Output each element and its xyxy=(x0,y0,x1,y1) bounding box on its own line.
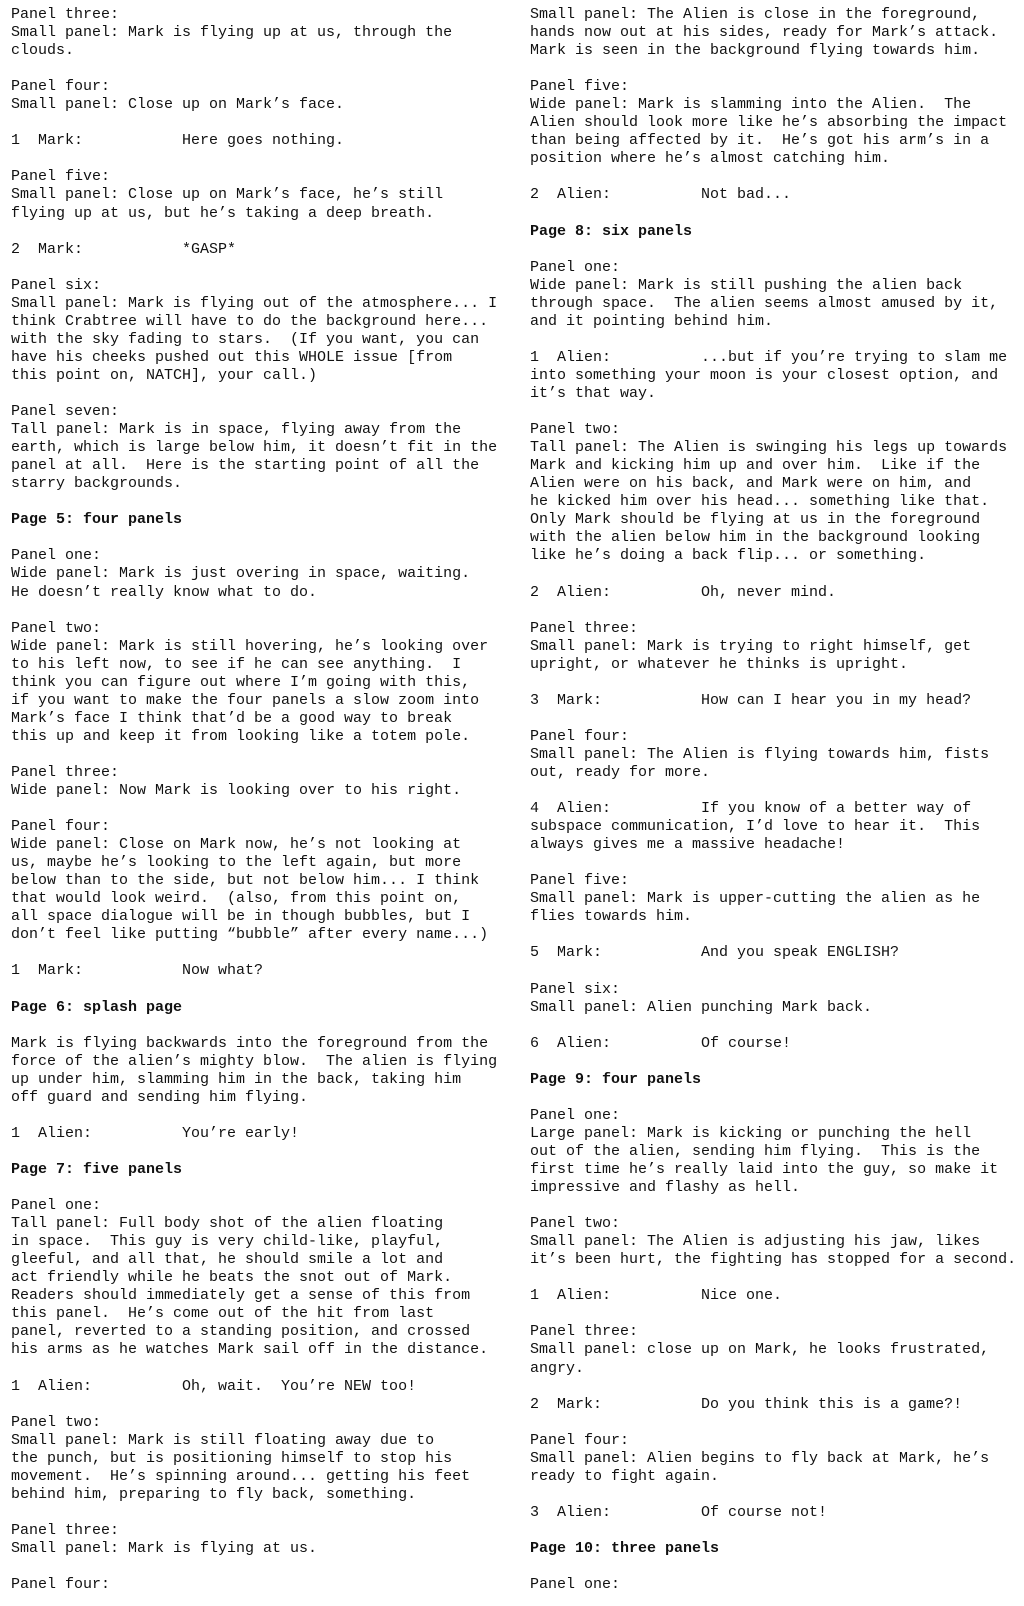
script-line: with the sky fading to stars. (If you want, you can xyxy=(11,330,480,348)
script-line: with the alien below him in the background looking xyxy=(530,529,981,547)
panel-description xyxy=(11,168,511,222)
script-line: Panel one: xyxy=(530,1106,621,1124)
dialogue-block xyxy=(530,584,1022,602)
panel-description xyxy=(530,1576,1022,1594)
dialogue-block xyxy=(530,944,1022,962)
script-line: Panel two: xyxy=(11,619,102,637)
script-line: Panel four: xyxy=(11,818,111,836)
script-line: Panel four: xyxy=(11,1576,111,1594)
script-line: panel at all. Here is the starting point of all the xyxy=(11,457,480,475)
dialogue-block xyxy=(530,1035,1022,1053)
page-heading xyxy=(530,223,1022,241)
dialogue-block xyxy=(11,1378,511,1396)
panel-description xyxy=(11,6,511,60)
panel-description xyxy=(11,277,511,385)
script-line: Page 8: six panels xyxy=(530,222,693,240)
dialogue-block xyxy=(11,1125,511,1143)
script-line: 3 Alien: Of course not! xyxy=(530,1503,828,1521)
script-line: the punch, but is positioning himself to stop his xyxy=(11,1449,453,1467)
script-line: Mark and kicking him up and over him. Like if the xyxy=(530,457,981,475)
script-line: think you can figure out where I’m going with this, xyxy=(11,673,471,691)
script-line: Panel seven: xyxy=(11,403,120,421)
script-line: Small panel: Close up on Mark’s face, he’s still xyxy=(11,186,444,204)
panel-description xyxy=(530,421,1022,565)
script-line: Page 6: splash page xyxy=(11,998,183,1016)
script-line: below than to the side, but not below him... I think xyxy=(11,872,480,890)
script-line: behind him, preparing to fly back, something. xyxy=(11,1485,417,1503)
script-line: Panel one: xyxy=(11,547,102,565)
script-line: Panel four: xyxy=(530,1431,630,1449)
script-line: Panel four: xyxy=(530,727,630,745)
script-line: all space dialogue will be in though bubbles, but I xyxy=(11,908,471,926)
script-line: Mark is flying backwards into the foreground from the xyxy=(11,1034,489,1052)
script-line: Page 9: four panels xyxy=(530,1070,702,1088)
script-line: movement. He’s spinning around... getting his feet xyxy=(11,1467,471,1485)
panel-description xyxy=(530,78,1022,168)
script-line: Small panel: close up on Mark, he looks frustrated, xyxy=(530,1341,990,1359)
script-line: Small panel: Close up on Mark’s face. xyxy=(11,96,345,114)
script-line: He doesn’t really know what to do. xyxy=(11,583,318,601)
dialogue-block xyxy=(11,132,511,150)
panel-description xyxy=(530,1432,1022,1486)
script-line: Panel two: xyxy=(530,1215,621,1233)
script-line: Panel three: xyxy=(11,1521,120,1539)
script-line: starry backgrounds. xyxy=(11,475,183,493)
script-line: through space. The alien seems almost amused by it, xyxy=(530,294,999,312)
script-line: Panel three: xyxy=(530,619,639,637)
script-line: this panel. He’s come out of the hit from last xyxy=(11,1305,435,1323)
dialogue-block xyxy=(530,349,1022,403)
script-line: 5 Mark: And you speak ENGLISH? xyxy=(530,944,900,962)
script-line: Wide panel: Mark is slamming into the Alien. The xyxy=(530,96,972,114)
panel-description xyxy=(11,1197,511,1359)
script-line: 3 Mark: How can I hear you in my head? xyxy=(530,691,972,709)
page-heading xyxy=(530,1071,1022,1089)
script-line: always gives me a massive headache! xyxy=(530,836,846,854)
script-line: 2 Alien: Not bad... xyxy=(530,186,792,204)
script-line: hands now out at his sides, ready for Mark’s attack. xyxy=(530,24,999,42)
script-line: he kicked him over his head... something like that. xyxy=(530,493,990,511)
script-line: Panel one: xyxy=(530,1576,621,1594)
panel-description xyxy=(11,403,511,493)
script-line: angry. xyxy=(530,1359,585,1377)
panel-description xyxy=(530,872,1022,926)
script-line: subspace communication, I’d love to hear it. This xyxy=(530,818,981,836)
script-line: than being affected by it. He’s got his arm’s in a xyxy=(530,132,990,150)
script-line: Wide panel: Mark is just overing in space, waiting. xyxy=(11,565,471,583)
script-line: Small panel: The Alien is adjusting his jaw, likes xyxy=(530,1233,981,1251)
panel-description xyxy=(11,1576,511,1594)
panel-description xyxy=(530,981,1022,1017)
script-line: Small panel: Mark is trying to right himself, get xyxy=(530,637,972,655)
script-line: act friendly while he beats the snot out of Mark. xyxy=(11,1269,453,1287)
script-line: Alien should look more like he’s absorbing the impact xyxy=(530,114,1008,132)
script-line: Wide panel: Now Mark is looking over to his right. xyxy=(11,782,462,800)
script-line: Small panel: Mark is flying out of the atmosphere... I xyxy=(11,294,498,312)
script-line: Tall panel: The Alien is swinging his legs up towards xyxy=(530,439,1008,457)
script-line: position where he’s almost catching him. xyxy=(530,150,891,168)
script-line: Small panel: Mark is upper-cutting the alien as he xyxy=(530,890,981,908)
script-line: 2 Alien: Oh, never mind. xyxy=(530,583,837,601)
panel-description xyxy=(11,620,511,746)
script-line: Panel six: xyxy=(530,980,621,998)
script-line: out, ready for more. xyxy=(530,763,711,781)
script-line: Panel one: xyxy=(530,258,621,276)
script-line: if you want to make the four panels a slow zoom into xyxy=(11,691,480,709)
script-line: Panel three: xyxy=(11,763,120,781)
script-line: and it pointing behind him. xyxy=(530,312,774,330)
script-line: 1 Alien: Nice one. xyxy=(530,1287,783,1305)
script-line: panel, reverted to a standing position, and crossed xyxy=(11,1323,471,1341)
script-line: it’s that way. xyxy=(530,384,657,402)
script-line: impressive and flashy as hell. xyxy=(530,1179,801,1197)
script-line: out of the alien, sending him flying. This is the xyxy=(530,1142,981,1160)
script-line: 1 Alien: You’re early! xyxy=(11,1124,300,1142)
script-line: into something your moon is your closest option, and xyxy=(530,366,999,384)
script-line: force of the alien’s mighty blow. The alien is flying xyxy=(11,1052,498,1070)
script-line: his arms as he watches Mark sail off in the distance. xyxy=(11,1341,489,1359)
script-column-right xyxy=(530,6,1022,1594)
dialogue-block xyxy=(530,186,1022,204)
script-line: Panel two: xyxy=(530,421,621,439)
script-line: upright, or whatever he thinks is upright. xyxy=(530,655,909,673)
script-line: 1 Mark: Now what? xyxy=(11,962,264,980)
script-line: Panel five: xyxy=(530,78,630,96)
panel-description xyxy=(11,1035,511,1107)
script-line: 1 Mark: Here goes nothing. xyxy=(11,132,345,150)
panel-description xyxy=(11,547,511,601)
panel-description xyxy=(530,259,1022,331)
dialogue-block xyxy=(530,692,1022,710)
script-line: Small panel: Alien punching Mark back. xyxy=(530,998,873,1016)
script-line: Panel six: xyxy=(11,276,102,294)
script-line: Wide panel: Mark is still pushing the alien back xyxy=(530,276,963,294)
script-line: this up and keep it from looking like a totem pole. xyxy=(11,727,471,745)
page-heading xyxy=(11,1161,511,1179)
script-line: Tall panel: Full body shot of the alien floating xyxy=(11,1215,444,1233)
panel-description xyxy=(530,1323,1022,1377)
script-line: Mark’s face I think that’d be a good way to break xyxy=(11,709,453,727)
panel-description xyxy=(11,818,511,944)
script-line: this point on, NATCH], your call.) xyxy=(11,366,318,384)
script-line: Wide panel: Close on Mark now, he’s not looking at xyxy=(11,836,462,854)
script-line: that would look weird. (also, from this point on, xyxy=(11,890,462,908)
script-line: like he’s doing a back flip... or something. xyxy=(530,547,927,565)
dialogue-block xyxy=(530,800,1022,854)
script-line: off guard and sending him flying. xyxy=(11,1088,309,1106)
panel-description xyxy=(11,764,511,800)
script-line: 6 Alien: Of course! xyxy=(530,1034,792,1052)
dialogue-block xyxy=(11,241,511,259)
panel-description xyxy=(11,1414,511,1504)
script-line: earth, which is large below him, it doesn’t fit in the xyxy=(11,439,498,457)
script-line: Page 5: four panels xyxy=(11,511,183,529)
dialogue-block xyxy=(11,962,511,980)
panel-description xyxy=(11,1522,511,1558)
script-line: to his left now, to see if he can see anything. I xyxy=(11,655,462,673)
script-line: Mark is seen in the background flying towards him. xyxy=(530,42,981,60)
script-line: Small panel: Mark is flying up at us, through the xyxy=(11,24,453,42)
script-line: it’s been hurt, the fighting has stopped for a second. xyxy=(530,1251,1017,1269)
panel-description xyxy=(530,1107,1022,1197)
script-line: Small panel: Mark is still floating away due to xyxy=(11,1431,435,1449)
script-line: in space. This guy is very child-like, playful, xyxy=(11,1233,444,1251)
script-line: 1 Alien: Oh, wait. You’re NEW too! xyxy=(11,1377,417,1395)
dialogue-block xyxy=(530,1287,1022,1305)
script-line: ready to fight again. xyxy=(530,1467,720,1485)
panel-description xyxy=(530,620,1022,674)
script-line: flies towards him. xyxy=(530,908,693,926)
script-line: Page 7: five panels xyxy=(11,1161,183,1178)
script-line: 1 Alien: ...but if you’re trying to slam me xyxy=(530,348,1008,366)
script-line: gleeful, and all that, he should smile a lot and xyxy=(11,1251,444,1269)
dialogue-block xyxy=(530,1396,1022,1414)
script-line: first time he’s really laid into the guy, so make it xyxy=(530,1161,999,1178)
script-line: Small panel: The Alien is flying towards him, fists xyxy=(530,745,990,763)
script-line: Panel five: xyxy=(11,168,111,186)
script-line: 2 Mark: Do you think this is a game?! xyxy=(530,1395,963,1413)
script-line: don’t feel like putting “bubble” after every name...) xyxy=(11,926,489,944)
script-line: up under him, slamming him in the back, taking him xyxy=(11,1070,462,1088)
page-heading xyxy=(11,511,511,529)
script-line: flying up at us, but he’s taking a deep breath. xyxy=(11,204,435,222)
dialogue-block xyxy=(530,1504,1022,1522)
panel-description xyxy=(11,78,511,114)
script-line: Only Mark should be flying at us in the foreground xyxy=(530,511,981,529)
script-line: Panel five: xyxy=(530,872,630,890)
panel-description xyxy=(530,1215,1022,1269)
script-line: Tall panel: Mark is in space, flying away from the xyxy=(11,421,462,439)
script-column-left xyxy=(11,6,511,1594)
script-line: Panel one: xyxy=(11,1197,102,1215)
script-line: Small panel: The Alien is close in the foreground, xyxy=(530,6,981,23)
panel-description xyxy=(530,6,1022,60)
script-line: us, maybe he’s looking to the left again, but more xyxy=(11,854,462,872)
script-line: Large panel: Mark is kicking or punching the hell xyxy=(530,1124,972,1142)
script-line: 4 Alien: If you know of a better way of xyxy=(530,800,972,818)
script-line: have his cheeks pushed out this WHOLE issue [from xyxy=(11,348,453,366)
script-line: Page 10: three panels xyxy=(530,1539,720,1557)
script-line: Wide panel: Mark is still hovering, he’s looking over xyxy=(11,637,489,655)
page-heading xyxy=(11,999,511,1017)
script-line: Small panel: Alien begins to fly back at Mark, he’s xyxy=(530,1449,990,1467)
panel-description xyxy=(530,728,1022,782)
script-line: Readers should immediately get a sense of this from xyxy=(11,1287,471,1305)
script-line: Panel two: xyxy=(11,1413,102,1431)
script-line: Panel four: xyxy=(11,78,111,96)
script-line: Panel three: xyxy=(11,6,120,23)
script-line: clouds. xyxy=(11,42,75,60)
script-line: Alien were on his back, and Mark were on him, and xyxy=(530,475,972,493)
page-heading xyxy=(530,1540,1022,1558)
script-line: 2 Mark: *GASP* xyxy=(11,240,237,258)
script-line: Small panel: Mark is flying at us. xyxy=(11,1539,318,1557)
script-line: think Crabtree will have to do the background here... xyxy=(11,312,489,330)
script-line: Panel three: xyxy=(530,1323,639,1341)
